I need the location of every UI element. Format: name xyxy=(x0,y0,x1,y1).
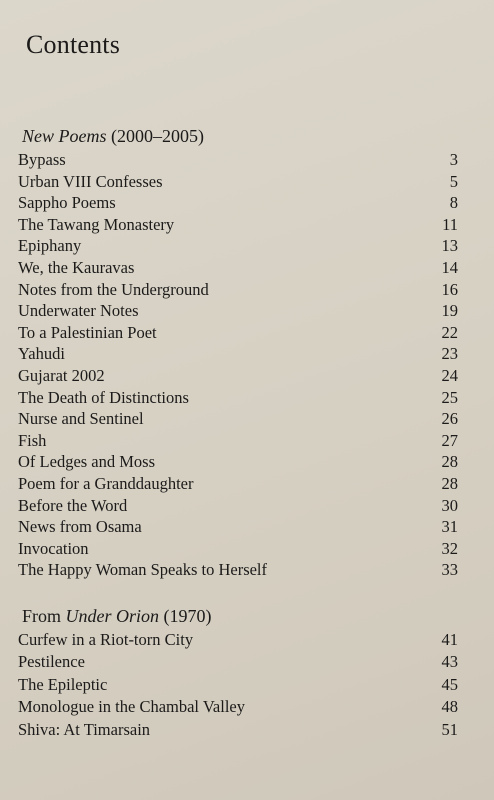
entry-title: Underwater Notes xyxy=(18,301,139,321)
toc-entry xyxy=(18,629,458,651)
entry-title: Epiphany xyxy=(18,236,82,256)
toc-entry xyxy=(18,674,458,696)
entry-page-number: 26 xyxy=(441,409,458,429)
entry-page-number: 28 xyxy=(441,452,458,472)
toc-entry xyxy=(18,430,458,452)
toc-entry xyxy=(18,192,458,214)
entry-page-number: 13 xyxy=(441,236,458,256)
toc-entry xyxy=(18,696,458,718)
toc-entry xyxy=(18,322,458,344)
entry-title: Invocation xyxy=(18,538,89,558)
entry-title: We, the Kauravas xyxy=(18,257,135,277)
entry-page-number: 32 xyxy=(441,538,458,558)
section-heading-book: Under Orion xyxy=(65,606,160,626)
toc-entry xyxy=(18,279,458,301)
toc-entry xyxy=(18,257,458,279)
entry-title: Of Ledges and Moss xyxy=(18,452,156,472)
entry-title: Yahudi xyxy=(18,344,65,364)
toc-entry xyxy=(18,408,458,430)
toc-entry xyxy=(18,365,458,387)
entry-page-number: 14 xyxy=(441,257,458,277)
entry-page-number: 43 xyxy=(441,652,458,672)
entry-title: The Epileptic xyxy=(18,674,108,694)
page-title: Contents xyxy=(26,30,121,59)
entry-title: Curfew in a Riot-torn City xyxy=(18,630,194,649)
entry-title: Gujarat 2002 xyxy=(18,365,105,385)
entry-title: The Death of Distinctions xyxy=(18,387,189,407)
entry-title: Sappho Poems xyxy=(18,193,116,213)
toc-entry xyxy=(18,300,458,322)
toc-entry xyxy=(18,538,458,560)
entry-title: Notes from the Underground xyxy=(18,279,209,299)
entry-page-number: 19 xyxy=(441,301,458,321)
section-heading xyxy=(18,604,458,629)
entry-page-number: 16 xyxy=(441,279,458,299)
entry-page-number: 28 xyxy=(441,473,458,493)
entry-page-number: 25 xyxy=(441,387,458,407)
section-heading-years: (1970) xyxy=(163,606,212,626)
entry-page-number: 45 xyxy=(441,674,458,694)
entry-title: The Tawang Monastery xyxy=(18,214,175,234)
toc-entry xyxy=(18,473,458,495)
toc-entry xyxy=(18,235,458,257)
toc-entry xyxy=(18,719,458,741)
entry-title: Before the Word xyxy=(18,495,128,515)
entry-page-number: 23 xyxy=(441,344,458,364)
entry-title: Nurse and Sentinel xyxy=(18,409,144,429)
entry-page-number: 5 xyxy=(449,171,458,191)
entry-page-number: 33 xyxy=(441,560,458,580)
entry-title: To a Palestinian Poet xyxy=(18,322,157,342)
toc-entry xyxy=(18,214,458,236)
toc-entry xyxy=(18,516,458,538)
toc-entry xyxy=(18,387,458,409)
entry-title: The Happy Woman Speaks to Herself xyxy=(18,560,268,580)
entry-title: Pestilence xyxy=(18,652,85,672)
entry-title: Poem for a Granddaughter xyxy=(18,473,194,493)
entry-title: Bypass xyxy=(18,150,66,169)
entry-page-number: 11 xyxy=(442,214,458,234)
entry-title: News from Osama xyxy=(18,517,142,537)
entry-page-number: 30 xyxy=(441,495,458,515)
entry-page-number: 22 xyxy=(441,322,458,342)
entry-page-number: 41 xyxy=(441,630,458,649)
section-under-orion xyxy=(18,604,458,741)
entry-list xyxy=(18,629,458,741)
entry-page-number: 8 xyxy=(449,193,458,213)
toc-entry xyxy=(18,559,458,581)
entry-page-number: 48 xyxy=(441,697,458,717)
toc-entry xyxy=(18,149,458,171)
toc-entry xyxy=(18,451,458,473)
section-heading-main: From xyxy=(22,606,62,626)
toc-entry xyxy=(18,495,458,517)
entry-page-number: 3 xyxy=(449,150,458,169)
section-heading xyxy=(18,124,458,149)
entry-page-number: 31 xyxy=(441,517,458,537)
entry-page-number: 27 xyxy=(441,430,458,450)
entry-list xyxy=(18,149,458,581)
entry-title: Urban VIII Confesses xyxy=(18,171,163,191)
toc-entry xyxy=(18,651,458,673)
entry-title: Fish xyxy=(18,430,47,450)
section-heading-years: (2000–2005) xyxy=(111,126,204,146)
toc-entry xyxy=(18,343,458,365)
entry-title: Shiva: At Timarsain xyxy=(18,719,151,739)
section-heading-main: New Poems xyxy=(22,126,107,146)
entry-page-number: 51 xyxy=(441,719,458,739)
entry-title: Monologue in the Chambal Valley xyxy=(18,697,245,717)
section-new-poems xyxy=(18,124,458,581)
toc-entry xyxy=(18,171,458,193)
entry-page-number: 24 xyxy=(441,365,458,385)
